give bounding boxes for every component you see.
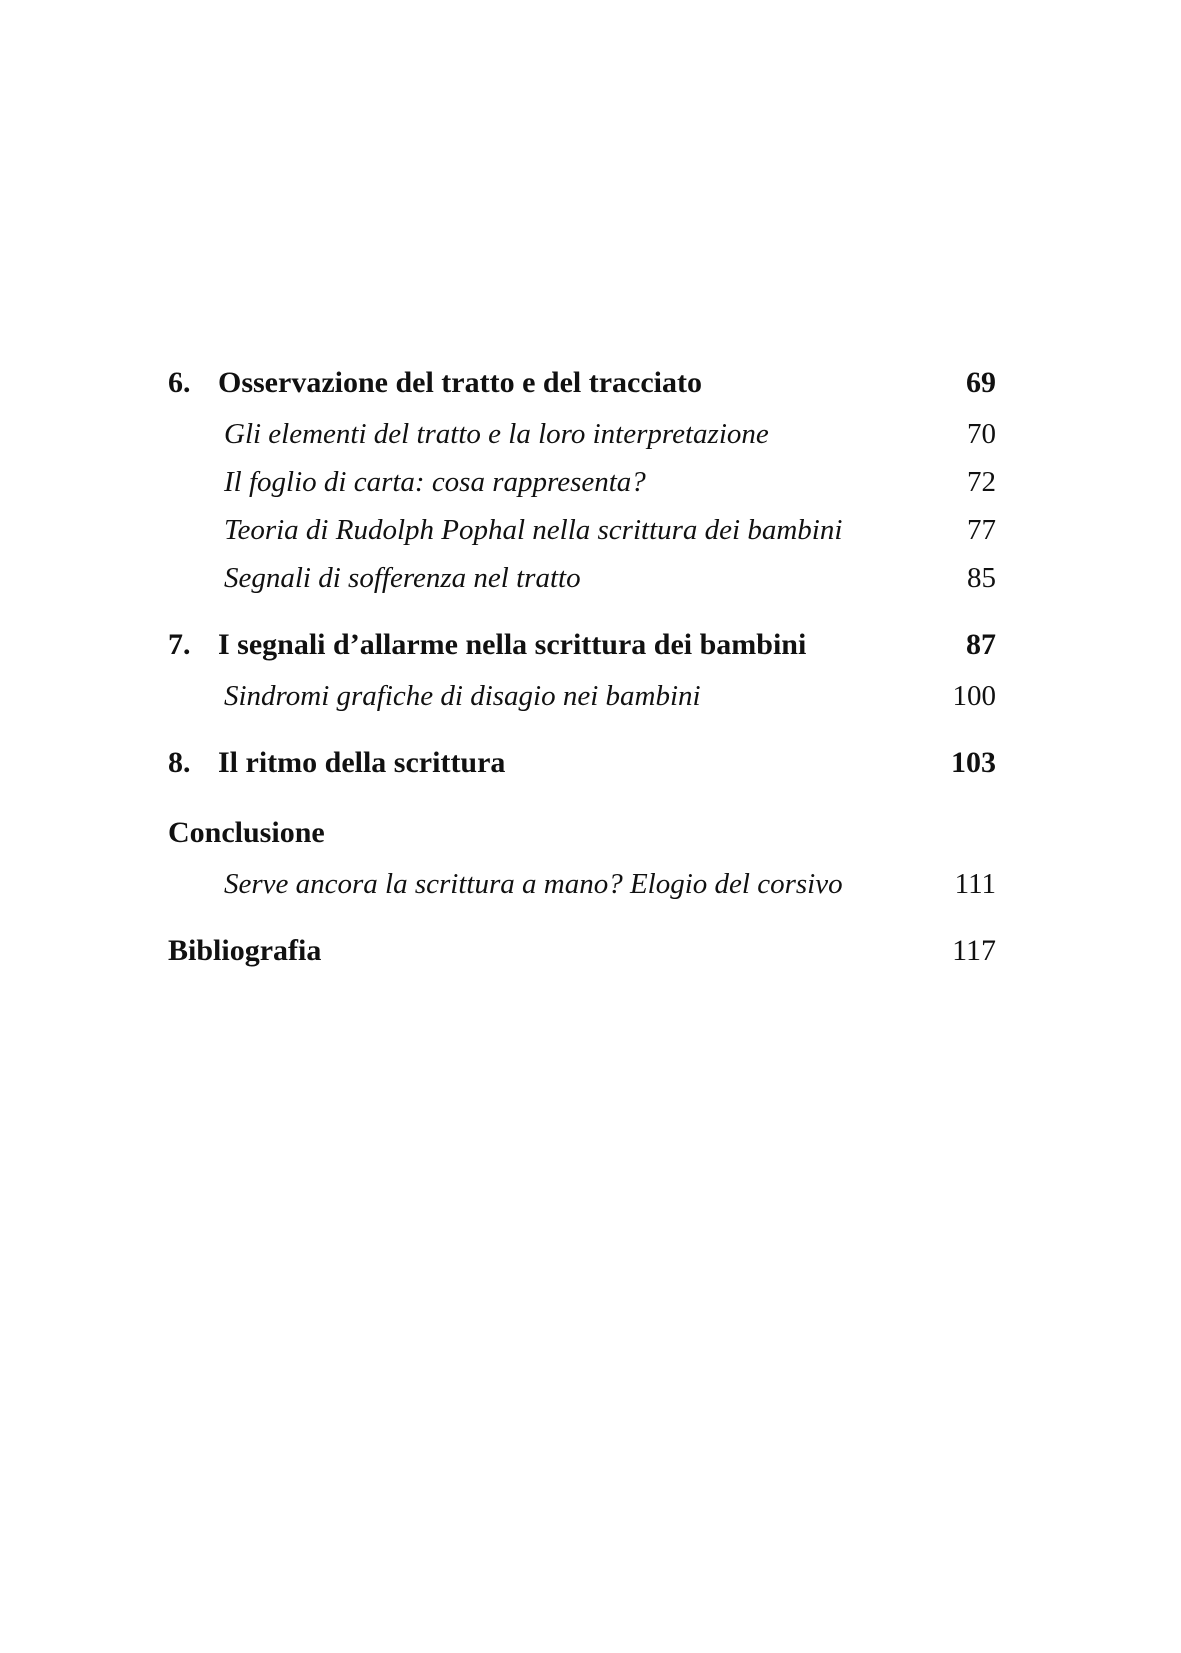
toc-chapter-6: [168, 356, 996, 410]
chapter-title: Osservazione del tratto e del tracciato: [218, 366, 702, 399]
toc-section: [168, 554, 996, 602]
chapter-title: Bibliografia: [168, 934, 322, 967]
chapter-title: Il ritmo della scrittura: [218, 746, 506, 779]
section-title: Teoria di Rudolph Pophal nella scrittura dei bambini: [224, 514, 843, 546]
chapter-number: 6.: [168, 366, 191, 399]
chapter-number: 7.: [168, 628, 191, 661]
chapter-title: I segnali d’allarme nella scrittura dei bambini: [218, 628, 807, 661]
toc-section: [168, 860, 996, 908]
page-number: 87: [966, 628, 996, 661]
page-number: 77: [967, 514, 996, 546]
toc-bibliography: [168, 924, 996, 978]
page-number: 70: [967, 418, 996, 450]
toc-section: [168, 672, 996, 720]
table-of-contents: [168, 356, 996, 978]
spacer: [168, 790, 996, 806]
toc-chapter-7: [168, 618, 996, 672]
section-title: Gli elementi del tratto e la loro interpretazione: [224, 418, 769, 450]
chapter-number: 8.: [168, 746, 191, 779]
toc-section: [168, 410, 996, 458]
page-number: 72: [967, 466, 996, 498]
toc-section: [168, 458, 996, 506]
page-number: 69: [966, 366, 996, 399]
page-number: 117: [952, 934, 996, 967]
section-title: Sindromi grafiche di disagio nei bambini: [224, 680, 701, 712]
page-number: 100: [952, 680, 996, 712]
chapter-title: Conclusione: [168, 816, 325, 849]
page-number: 85: [967, 562, 996, 594]
page-number: 111: [954, 868, 996, 900]
spacer: [168, 908, 996, 924]
section-title: Il foglio di carta: cosa rappresenta?: [224, 466, 646, 498]
toc-conclusion: [168, 806, 996, 860]
spacer: [168, 602, 996, 618]
section-title: Serve ancora la scrittura a mano? Elogio del corsivo: [224, 868, 843, 900]
spacer: [168, 720, 996, 736]
section-title: Segnali di sofferenza nel tratto: [224, 562, 581, 594]
toc-section: [168, 506, 996, 554]
toc-chapter-8: [168, 736, 996, 790]
page-number: 103: [951, 746, 996, 779]
